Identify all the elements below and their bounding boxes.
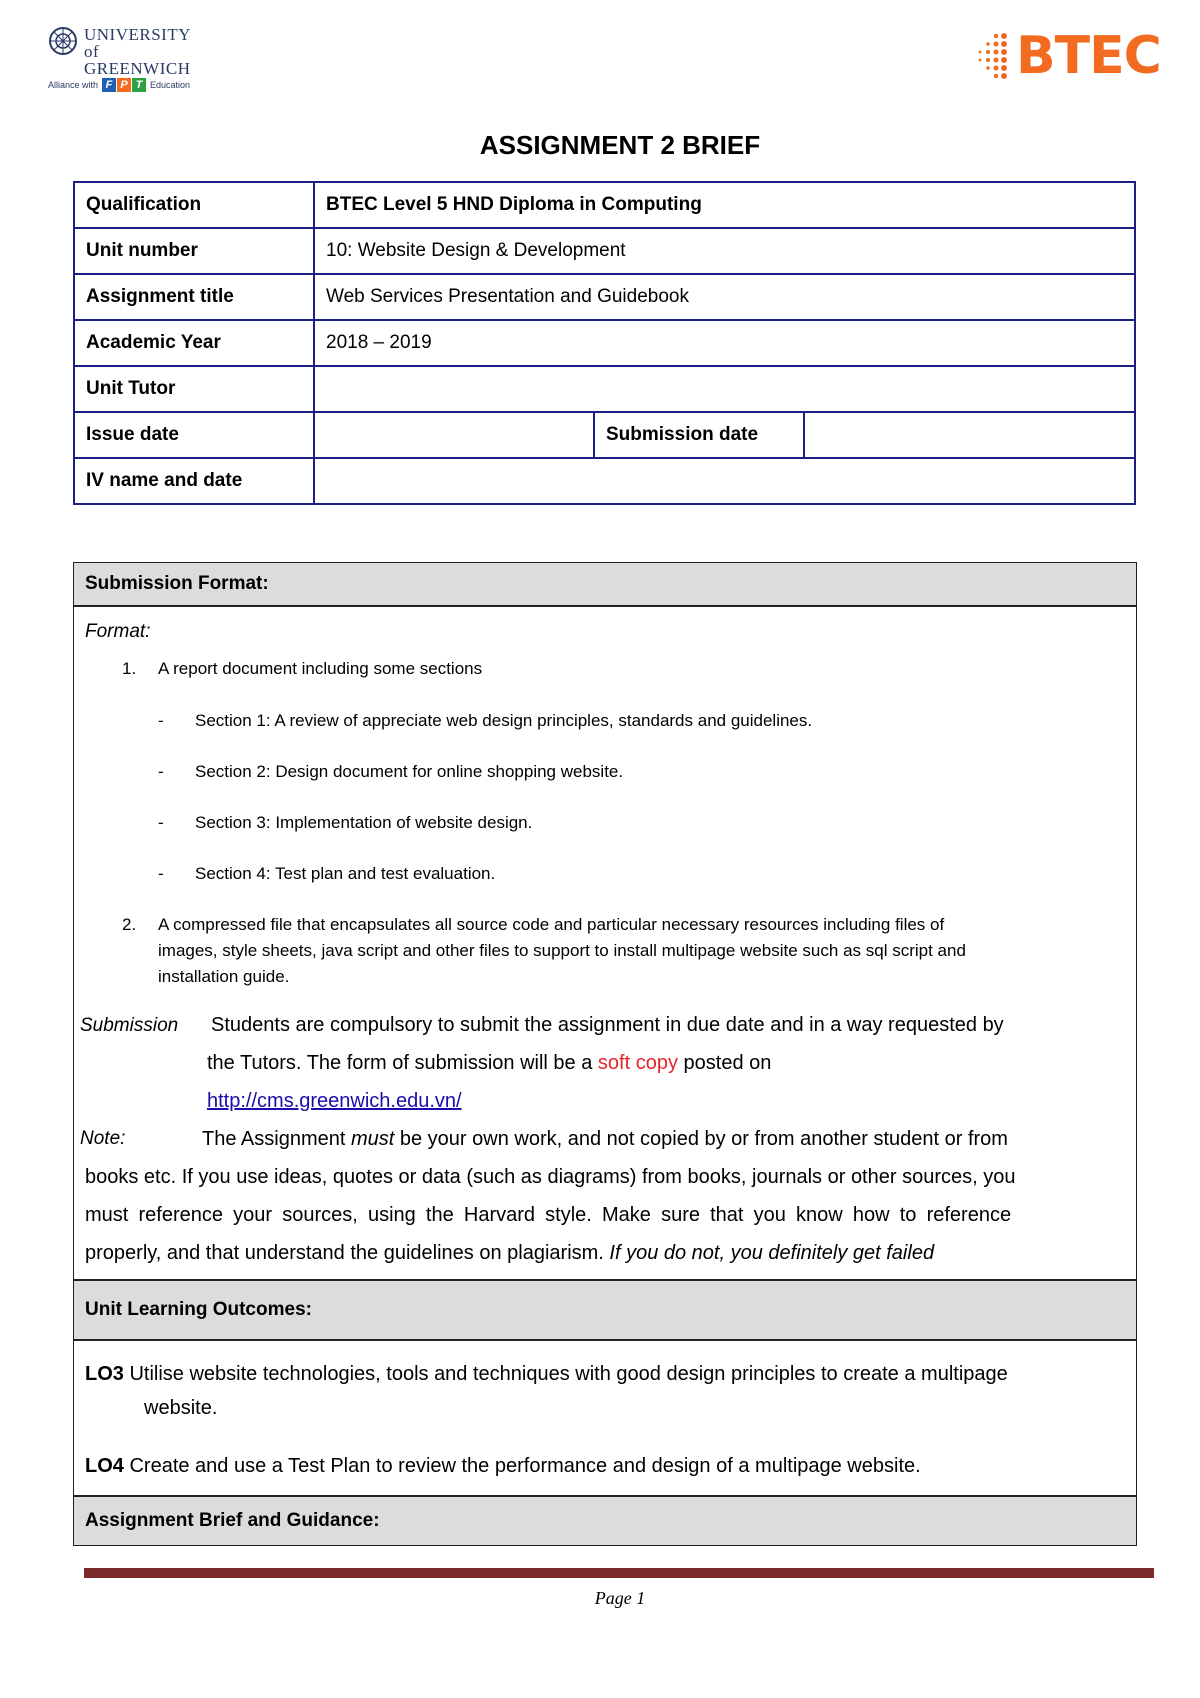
issue-date-value bbox=[314, 412, 594, 458]
cms-link[interactable]: http://cms.greenwich.edu.vn/ bbox=[207, 1090, 462, 1112]
lo3-text: Utilise website technologies, tools and techniques with good design principles to create a multipage bbox=[123, 1363, 1008, 1385]
assignment-title-value: Web Services Presentation and Guidebook bbox=[314, 274, 1135, 320]
alliance-line bbox=[48, 78, 190, 92]
table-row bbox=[74, 320, 1135, 366]
list-item-compressed-line1: A compressed file that encapsulates all source code and particular necessary resources including files of bbox=[158, 915, 945, 934]
list-item-number-2: 2. bbox=[122, 915, 137, 934]
fpt-letter-p: P bbox=[117, 78, 131, 92]
btec-logo bbox=[968, 26, 1168, 86]
note-label: Note: bbox=[80, 1128, 126, 1149]
unit-number-label: Unit number bbox=[74, 228, 314, 274]
iv-name-date-value bbox=[314, 458, 1135, 504]
list-item-report: A report document including some sections bbox=[158, 659, 483, 678]
note-line3: must reference your sources, using the Harvard style. Make sure that you know how to reference bbox=[85, 1204, 1012, 1226]
list-item-number-1: 1. bbox=[122, 659, 137, 678]
alliance-text: Alliance with bbox=[48, 80, 99, 90]
note-line4 bbox=[85, 1242, 934, 1265]
soft-copy-highlight: soft copy bbox=[597, 1052, 678, 1074]
lo3-line1 bbox=[85, 1363, 1008, 1386]
note-line1 bbox=[202, 1128, 1008, 1151]
btec-wordmark: BTEC bbox=[1016, 26, 1161, 86]
document-title: ASSIGNMENT 2 BRIEF bbox=[479, 130, 761, 160]
submission-format-heading: Submission Format: bbox=[74, 563, 1136, 605]
table-row bbox=[74, 228, 1135, 274]
dash-marker: - bbox=[158, 864, 164, 883]
list-item-compressed-line3: installation guide. bbox=[158, 967, 290, 986]
unit-tutor-value bbox=[314, 366, 1135, 412]
table-row bbox=[74, 182, 1135, 228]
list-item-section-1: Section 1: A review of appreciate web design principles, standards and guidelines. bbox=[195, 711, 813, 730]
unit-tutor-label: Unit Tutor bbox=[74, 366, 314, 412]
lo3-line2: website. bbox=[144, 1397, 218, 1419]
iv-name-date-label: IV name and date bbox=[74, 458, 314, 504]
issue-date-label: Issue date bbox=[74, 412, 314, 458]
btec-dots-icon bbox=[968, 30, 1012, 82]
table-row bbox=[74, 366, 1135, 412]
page-number: Page 1 bbox=[594, 1588, 646, 1608]
list-item-section-3: Section 3: Implementation of website design. bbox=[195, 813, 533, 832]
lo4-text: Create and use a Test Plan to review the performance and design of a multipage website. bbox=[123, 1455, 921, 1477]
divider bbox=[74, 1339, 1136, 1341]
divider bbox=[74, 605, 1136, 607]
education-text: Education bbox=[150, 80, 191, 90]
dash-marker: - bbox=[158, 711, 164, 730]
unit-number-value: 10: Website Design & Development bbox=[314, 228, 1135, 274]
list-item-compressed-line2: images, style sheets, java script and other files to support to install multipage website such as sql script and bbox=[158, 941, 966, 960]
note-line1-end: be your own work, and not copied by or from another student or from bbox=[394, 1128, 1008, 1150]
table-row bbox=[74, 458, 1135, 504]
submission-date-value bbox=[804, 412, 1135, 458]
note-fail-warning: If you do not, you definitely get failed bbox=[609, 1242, 935, 1264]
academic-year-label: Academic Year bbox=[74, 320, 314, 366]
submission-text-line2-start: the Tutors. The form of submission will be a bbox=[207, 1052, 598, 1074]
submission-date-label: Submission date bbox=[594, 412, 804, 458]
submission-label: Submission bbox=[80, 1015, 179, 1036]
lo4-code: LO4 bbox=[85, 1455, 124, 1477]
assignment-title-label: Assignment title bbox=[74, 274, 314, 320]
submission-text-line2 bbox=[207, 1052, 771, 1075]
table-row bbox=[74, 412, 1135, 458]
list-item-section-4: Section 4: Test plan and test evaluation. bbox=[195, 864, 496, 883]
table-row bbox=[74, 274, 1135, 320]
note-must-emphasis: must bbox=[350, 1128, 395, 1150]
note-line1-start: The Assignment bbox=[202, 1128, 351, 1150]
university-of-greenwich-logo bbox=[48, 24, 208, 94]
dash-marker: - bbox=[158, 762, 164, 781]
university-name-line2: GREENWICH bbox=[84, 59, 191, 78]
qualification-value: BTEC Level 5 HND Diploma in Computing bbox=[314, 182, 1135, 228]
list-item-section-2: Section 2: Design document for online shopping website. bbox=[195, 762, 624, 781]
assignment-info-table bbox=[73, 181, 1136, 505]
university-crest-icon bbox=[48, 26, 78, 56]
lo4-line bbox=[85, 1455, 921, 1478]
fpt-logo bbox=[102, 78, 146, 92]
note-line2: books etc. If you use ideas, quotes or data (such as diagrams) from books, journals or other sources, you bbox=[85, 1166, 1016, 1188]
note-line4-start: properly, and that understand the guidelines on plagiarism. bbox=[85, 1242, 610, 1264]
submission-text-line1: Students are compulsory to submit the assignment in due date and in a way requested by bbox=[211, 1014, 1004, 1036]
university-name-line1: UNIVERSITY of bbox=[84, 25, 191, 61]
format-label: Format: bbox=[85, 621, 151, 642]
lo3-code: LO3 bbox=[85, 1363, 124, 1385]
fpt-letter-f: F bbox=[102, 78, 116, 92]
dash-marker: - bbox=[158, 813, 164, 832]
qualification-label: Qualification bbox=[74, 182, 314, 228]
academic-year-value: 2018 – 2019 bbox=[314, 320, 1135, 366]
submission-text-line2-end: posted on bbox=[677, 1052, 772, 1074]
footer-rule bbox=[84, 1568, 1154, 1578]
learning-outcomes-heading: Unit Learning Outcomes: bbox=[74, 1281, 1136, 1339]
fpt-letter-t: T bbox=[132, 78, 146, 92]
submission-details-box bbox=[73, 562, 1137, 1546]
guidance-heading: Assignment Brief and Guidance: bbox=[74, 1497, 1136, 1545]
